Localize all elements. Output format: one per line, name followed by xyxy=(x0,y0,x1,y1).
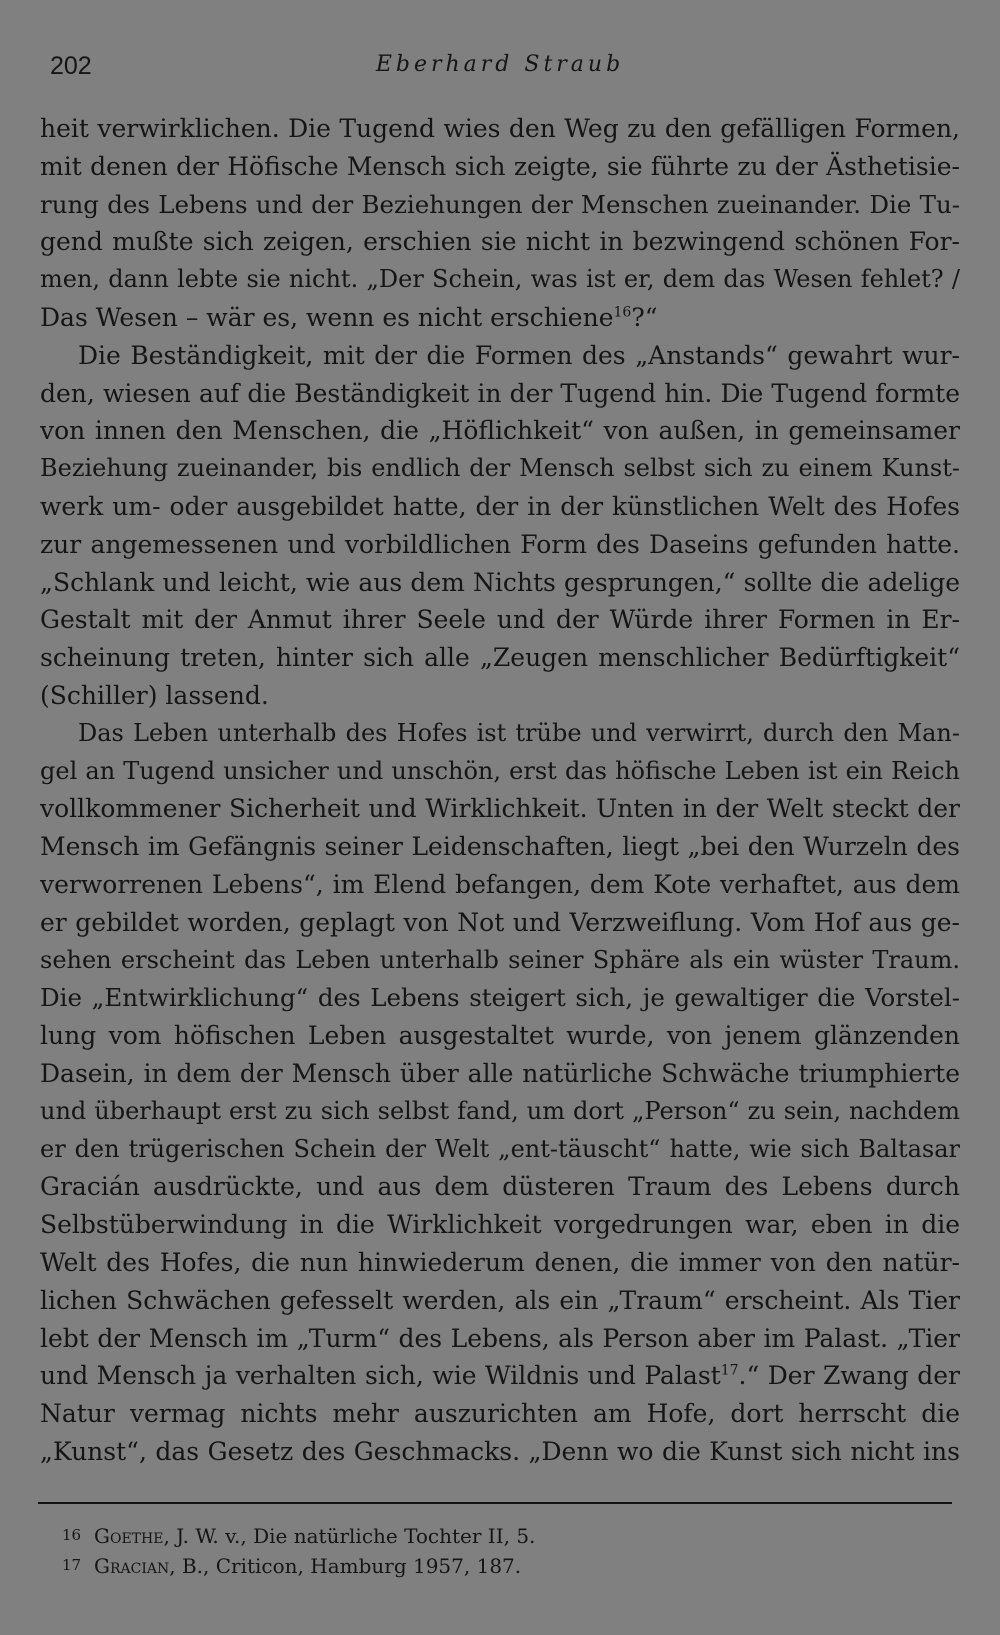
footnote-ref[interactable]: 17 xyxy=(720,1362,739,1379)
footnote-number: 17 xyxy=(62,1556,82,1574)
line-text-after: ?“ xyxy=(631,302,658,332)
line-text: Selbstüberwindung in die Wirklichkeit vorgedrungen war, eben in die xyxy=(40,1210,960,1240)
text-line xyxy=(40,412,960,450)
line-text: werk um- oder ausgebildet hatte, der in der künstlichen Welt des Hofes xyxy=(40,491,960,521)
text-line xyxy=(40,299,960,337)
footnote xyxy=(62,1550,942,1580)
text-line xyxy=(40,1320,960,1358)
running-head: Eberhard Straub xyxy=(375,52,625,77)
line-text: men, dann lebte sie nicht. „Der Schein, was ist er, dem das Wesen fehlet? / xyxy=(40,265,960,294)
line-text: sehen erscheint das Leben unterhalb seiner Sphäre als ein wüster Traum. xyxy=(40,945,960,974)
footnotes xyxy=(62,1520,942,1580)
line-text: Mensch im Gefängnis seiner Leidenschaften, liegt „bei den Wurzeln des xyxy=(40,832,960,862)
text-line xyxy=(40,1433,960,1471)
text-line xyxy=(40,488,960,526)
line-text: und Mensch ja verhalten sich, wie Wildnis und Palast xyxy=(40,1361,721,1391)
line-text: Gestalt mit der Anmut ihrer Seele und der Würde ihrer Formen in Er- xyxy=(40,605,960,635)
line-text: lung vom höfischen Leben ausgestaltet wurde, von jenem glänzenden xyxy=(40,1021,960,1051)
text-line xyxy=(40,1017,960,1055)
text-line xyxy=(40,1244,960,1282)
text-line xyxy=(40,601,960,639)
line-text: Das Leben unterhalb des Hofes ist trübe und verwirrt, durch den Man- xyxy=(78,718,960,747)
line-text: verworrenen Lebens“, im Elend befangen, dem Kote verhaftet, aus dem xyxy=(40,869,960,899)
line-text: vollkommener Sicherheit und Wirklichkeit. Unten in der Welt steckt der xyxy=(40,794,960,824)
line-text: Welt des Hofes, die nun hinwiederum denen, die immer von den natür- xyxy=(40,1247,960,1277)
text-line xyxy=(40,223,960,261)
line-text: Die „Entwirklichung“ des Lebens steigert sich, je gewaltiger die Vorstel- xyxy=(40,983,960,1013)
text-line xyxy=(40,1131,960,1169)
line-text: lebt der Mensch im „Turm“ des Lebens, als Person aber im Palast. „Tier xyxy=(40,1323,960,1353)
footnote-text: , B., Criticon, Hamburg 1957, 187. xyxy=(169,1554,522,1578)
footnote xyxy=(62,1520,942,1550)
line-text: er den trügerischen Schein der Welt „ent-täuscht“ hatte, wie sich Baltasar xyxy=(40,1134,960,1163)
line-text: und überhaupt erst zu sich selbst fand, um dort „Person“ zu sein, nachdem xyxy=(40,1096,960,1125)
text-line xyxy=(40,564,960,602)
text-line xyxy=(40,1282,960,1320)
text-line xyxy=(40,261,960,299)
line-text: von innen den Menschen, die „Höflichkeit“ von außen, in gemeinsamer xyxy=(40,416,960,446)
text-line xyxy=(40,1206,960,1244)
line-text: Natur vermag nichts mehr auszurichten am Hofe, dort herrscht die xyxy=(40,1399,960,1429)
line-text: scheinung treten, hinter sich alle „Zeugen menschlicher Bedürftigkeit“ xyxy=(40,643,960,673)
text-line xyxy=(40,526,960,564)
text-line xyxy=(40,790,960,828)
text-line xyxy=(40,639,960,677)
line-text: „Schlank und leicht, wie aus dem Nichts gesprungen,“ sollte die adelige xyxy=(40,567,960,597)
text-line xyxy=(40,753,960,791)
text-line xyxy=(40,337,960,375)
text-line xyxy=(40,110,960,148)
footnote-number: 16 xyxy=(62,1526,82,1544)
footnote-text: , J. W. v., Die natürliche Tochter II, 5. xyxy=(163,1524,536,1548)
line-text: gend mußte sich zeigen, erschien sie nicht in bezwingend schönen For- xyxy=(40,227,960,257)
text-line xyxy=(40,450,960,488)
footnote-divider xyxy=(38,1502,952,1504)
line-text: gel an Tugend unsicher und unschön, erst das höfische Leben ist ein Reich xyxy=(40,756,960,785)
text-line xyxy=(40,148,960,186)
text-line xyxy=(40,375,960,413)
line-text-after: .“ Der Zwang der xyxy=(738,1361,960,1391)
text-line xyxy=(40,866,960,904)
line-text: (Schiller) lassend. xyxy=(40,680,269,710)
footnote-author: Gracian xyxy=(94,1554,170,1578)
text-line xyxy=(40,677,960,715)
line-text: Die Beständigkeit, mit der die Formen des „Anstands“ gewahrt wur- xyxy=(78,340,960,370)
text-line xyxy=(40,186,960,224)
line-text: zur angemessenen und vorbildlichen Form des Daseins gefunden hatte. xyxy=(40,529,960,559)
text-line xyxy=(40,904,960,942)
line-text: mit denen der Höfische Mensch sich zeigte, sie führte zu der Ästhetisie- xyxy=(40,151,960,181)
footnote-author: Goethe xyxy=(94,1524,164,1548)
line-text: er gebildet worden, geplagt von Not und Verzweiflung. Vom Hof aus ge- xyxy=(40,907,960,937)
text-line xyxy=(40,1168,960,1206)
line-text: heit verwirklichen. Die Tugend wies den Weg zu den gefälligen Formen, xyxy=(40,114,960,143)
text-line xyxy=(40,828,960,866)
line-text: rung des Lebens und der Beziehungen der Menschen zueinander. Die Tu- xyxy=(40,189,960,219)
footnote-ref[interactable]: 16 xyxy=(613,304,632,321)
line-text: Beziehung zueinander, bis endlich der Mensch selbst sich zu einem Kunst- xyxy=(40,454,960,483)
line-text: lichen Schwächen gefesselt werden, als ein „Traum“ erscheint. Als Tier xyxy=(40,1285,960,1315)
text-line xyxy=(40,1395,960,1433)
line-text: Das Wesen – wär es, wenn es nicht erschiene xyxy=(40,302,614,332)
text-line xyxy=(40,942,960,980)
text-line xyxy=(40,979,960,1017)
line-text: „Kunst“, das Gesetz des Geschmacks. „Denn wo die Kunst sich nicht ins xyxy=(40,1436,960,1466)
page-header xyxy=(50,50,950,90)
text-line xyxy=(40,1093,960,1131)
text-line xyxy=(40,1055,960,1093)
line-text: Gracián ausdrückte, und aus dem düsteren Traum des Lebens durch xyxy=(40,1172,960,1202)
text-line xyxy=(40,715,960,753)
line-text: den, wiesen auf die Beständigkeit in der Tugend hin. Die Tugend formte xyxy=(40,378,960,408)
page-number: 202 xyxy=(50,52,92,80)
body-text xyxy=(40,110,960,1471)
text-line xyxy=(40,1357,960,1395)
line-text: Dasein, in dem der Mensch über alle natürliche Schwäche triumphierte xyxy=(40,1058,960,1088)
